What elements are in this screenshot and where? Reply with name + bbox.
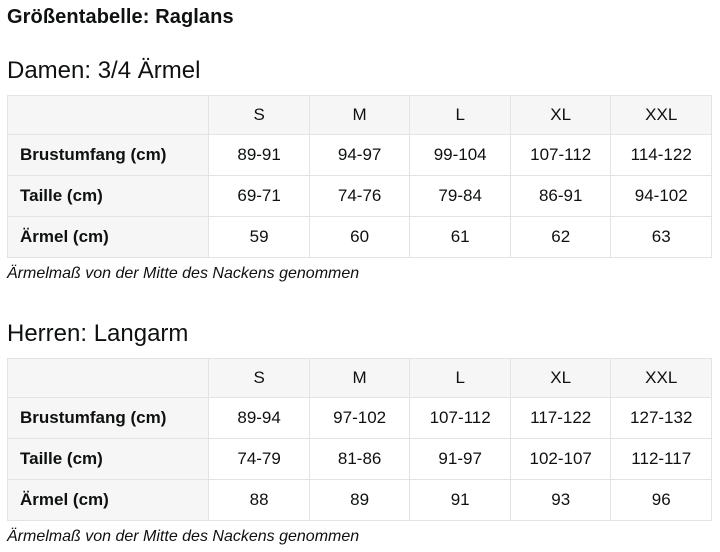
size-value: 94-97 xyxy=(309,135,410,176)
row-label-taille: Taille (cm) xyxy=(8,439,209,480)
size-value: 69-71 xyxy=(209,176,310,217)
column-header-xl: XL xyxy=(510,359,611,398)
table-row xyxy=(8,176,712,217)
size-value: 81-86 xyxy=(309,439,410,480)
size-value: 102-107 xyxy=(510,439,611,480)
size-value: 89-91 xyxy=(209,135,310,176)
section-heading-herren: Herren: Langarm xyxy=(7,320,189,347)
corner-cell xyxy=(8,96,209,135)
size-value: 96 xyxy=(611,480,712,521)
size-value: 117-122 xyxy=(510,398,611,439)
size-value: 60 xyxy=(309,217,410,258)
row-label-aermel: Ärmel (cm) xyxy=(8,217,209,258)
size-value: 97-102 xyxy=(309,398,410,439)
size-value: 63 xyxy=(611,217,712,258)
row-label-brustumfang: Brustumfang (cm) xyxy=(8,398,209,439)
measurement-note: Ärmelmaß von der Mitte des Nackens genommen xyxy=(7,528,360,545)
section-herren xyxy=(7,319,712,547)
size-value: 99-104 xyxy=(410,135,511,176)
row-label-brustumfang: Brustumfang (cm) xyxy=(8,135,209,176)
table-row xyxy=(8,439,712,480)
size-value: 74-76 xyxy=(309,176,410,217)
column-header-xxl: XXL xyxy=(611,96,712,135)
size-value: 61 xyxy=(410,217,511,258)
size-value: 94-102 xyxy=(611,176,712,217)
size-value: 88 xyxy=(209,480,310,521)
size-value: 89 xyxy=(309,480,410,521)
size-value: 127-132 xyxy=(611,398,712,439)
damen-size-table xyxy=(7,95,712,258)
table-row xyxy=(8,217,712,258)
corner-cell xyxy=(8,359,209,398)
table-row xyxy=(8,398,712,439)
size-value: 79-84 xyxy=(410,176,511,217)
column-header-xxl: XXL xyxy=(611,359,712,398)
column-header-s: S xyxy=(209,96,310,135)
table-row xyxy=(8,135,712,176)
row-label-aermel: Ärmel (cm) xyxy=(8,480,209,521)
size-value: 62 xyxy=(510,217,611,258)
size-value: 74-79 xyxy=(209,439,310,480)
section-heading-damen: Damen: 3/4 Ärmel xyxy=(7,57,201,84)
section-damen xyxy=(7,56,712,284)
column-header-m: M xyxy=(309,359,410,398)
column-header-s: S xyxy=(209,359,310,398)
page-title: Größentabelle: Raglans xyxy=(7,6,234,28)
size-value: 89-94 xyxy=(209,398,310,439)
herren-size-table xyxy=(7,358,712,521)
column-header-l: L xyxy=(410,359,511,398)
column-header-l: L xyxy=(410,96,511,135)
measurement-note: Ärmelmaß von der Mitte des Nackens genommen xyxy=(7,265,360,282)
column-header-xl: XL xyxy=(510,96,611,135)
table-row xyxy=(8,480,712,521)
size-value: 93 xyxy=(510,480,611,521)
size-value: 59 xyxy=(209,217,310,258)
row-label-taille: Taille (cm) xyxy=(8,176,209,217)
size-value: 114-122 xyxy=(611,135,712,176)
size-value: 107-112 xyxy=(410,398,511,439)
size-value: 107-112 xyxy=(510,135,611,176)
table-header-row xyxy=(8,359,712,398)
size-value: 91 xyxy=(410,480,511,521)
table-header-row xyxy=(8,96,712,135)
size-value: 86-91 xyxy=(510,176,611,217)
size-value: 112-117 xyxy=(611,439,712,480)
column-header-m: M xyxy=(309,96,410,135)
size-value: 91-97 xyxy=(410,439,511,480)
